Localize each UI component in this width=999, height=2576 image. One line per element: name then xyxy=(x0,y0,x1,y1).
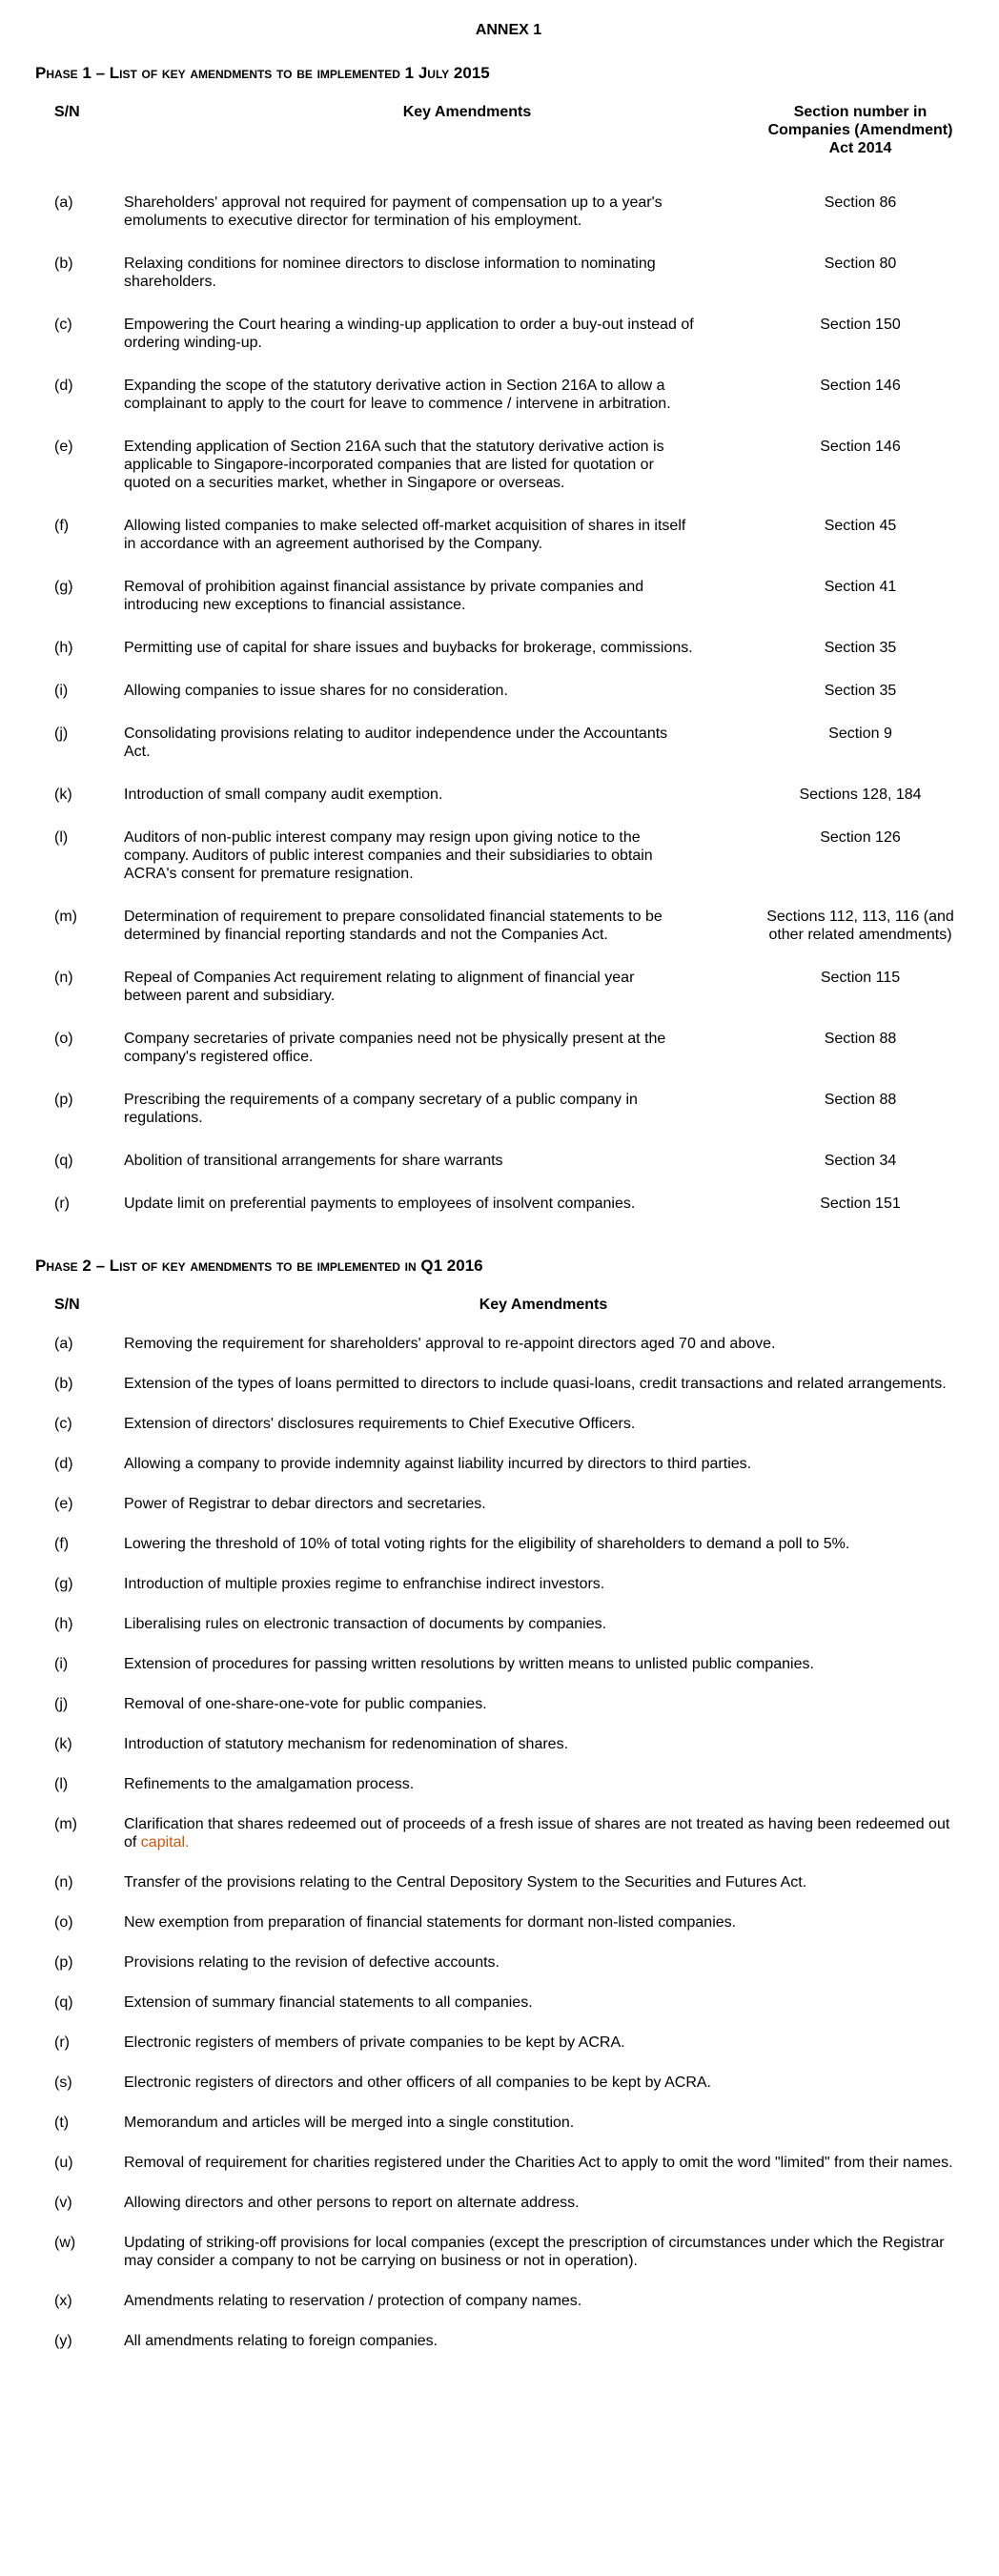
row-section: Sections 112, 113, 116 (and other related amendments) xyxy=(766,909,954,943)
table-row xyxy=(54,1375,963,1393)
row-text: Removing the requirement for shareholders' approval to re-appoint directors aged 70 and above. xyxy=(124,1336,776,1352)
row-text: Consolidating provisions relating to auditor independence under the Accountants Act. xyxy=(124,726,668,760)
phase2-section xyxy=(35,1257,963,2350)
row-text: Determination of requirement to prepare consolidated financial statements to be determined by financial reporting standards and not the Companies Act. xyxy=(124,909,663,943)
row-text: Introduction of small company audit exemption. xyxy=(124,787,443,803)
row-sn: (o) xyxy=(54,1914,73,1931)
table-row xyxy=(54,1455,963,1473)
row-text: Provisions relating to the revision of defective accounts. xyxy=(124,1954,500,1971)
table-row xyxy=(54,2292,963,2310)
table-row xyxy=(54,2154,963,2172)
row-section: Section 146 xyxy=(820,378,901,394)
row-text: Abolition of transitional arrangements for share warrants xyxy=(124,1153,503,1169)
row-section: Section 34 xyxy=(824,1153,897,1169)
table-row xyxy=(54,1195,963,1213)
highlighted-word: capital. xyxy=(140,1834,190,1850)
row-text: Memorandum and articles will be merged into a single constitution. xyxy=(124,2115,575,2131)
row-text: Extending application of Section 216A such that the statutory derivative action is applicable to Singapore-incorporated companies that are listed for quotation or quoted on a securities market, whether in Singapore or overseas. xyxy=(124,439,664,491)
table-row xyxy=(54,1695,963,1713)
row-sn: (i) xyxy=(54,683,69,699)
row-sn: (c) xyxy=(54,1416,72,1432)
row-text: Updating of striking-off provisions for local companies (except the prescription of circumstances under which the Registrar may consider a company to not be carrying on business or not in operation). xyxy=(124,2235,945,2269)
table-row xyxy=(54,517,963,553)
row-sn: (j) xyxy=(54,726,69,742)
row-text: Refinements to the amalgamation process. xyxy=(124,1776,415,1792)
row-section: Section 88 xyxy=(824,1092,897,1108)
table-row xyxy=(54,725,963,761)
phase1-column-header-section: Section number in Companies (Amendment) Act 2014 xyxy=(767,104,953,156)
phase2-rows xyxy=(54,1335,963,2350)
row-section: Sections 128, 184 xyxy=(799,787,922,803)
row-sn: (r) xyxy=(54,1196,70,1212)
table-row xyxy=(54,1953,963,1972)
row-sn: (f) xyxy=(54,1536,70,1552)
table-row xyxy=(54,1775,963,1793)
table-row xyxy=(54,2332,963,2350)
row-text: Liberalising rules on electronic transaction of documents by companies. xyxy=(124,1616,607,1632)
row-text: Update limit on preferential payments to employees of insolvent companies. xyxy=(124,1196,636,1212)
table-row xyxy=(54,1615,963,1633)
row-sn: (k) xyxy=(54,787,72,803)
row-text: Expanding the scope of the statutory derivative action in Section 216A to allow a complainant to apply to the court for leave to commence / intervene in arbitration. xyxy=(124,378,671,412)
page-title: ANNEX 1 xyxy=(475,22,542,38)
table-row xyxy=(54,578,963,614)
row-text: Clarification that shares redeemed out of proceeds of a fresh issue of shares are not treated as having been redeemed out of capital. xyxy=(124,1816,950,1850)
phase1-section xyxy=(35,64,963,1213)
row-section: Section 150 xyxy=(820,317,901,333)
row-sn: (l) xyxy=(54,829,69,846)
row-section: Section 115 xyxy=(820,970,901,986)
row-section: Section 86 xyxy=(824,194,897,211)
row-text: Allowing companies to issue shares for no consideration. xyxy=(124,683,508,699)
table-row xyxy=(54,316,963,352)
table-row xyxy=(54,1993,963,2012)
table-row xyxy=(54,438,963,492)
row-text: Allowing listed companies to make selected off-market acquisition of shares in itself in accordance with an agreement authorised by the Company. xyxy=(124,518,686,552)
row-sn: (v) xyxy=(54,2195,72,2211)
row-sn: (m) xyxy=(54,1816,77,1832)
table-row xyxy=(54,2074,963,2092)
row-text: Transfer of the provisions relating to the Central Depository System to the Securities and Futures Act. xyxy=(124,1874,807,1891)
row-section: Section 35 xyxy=(824,683,897,699)
row-sn: (c) xyxy=(54,317,72,333)
table-row xyxy=(54,1535,963,1553)
phase2-column-header-amendments: Key Amendments xyxy=(479,1297,608,1313)
row-sn: (n) xyxy=(54,1874,73,1891)
phase1-column-header-amendments: Key Amendments xyxy=(402,104,532,120)
row-section: Section 126 xyxy=(820,829,901,846)
row-section: Section 80 xyxy=(824,256,897,272)
phase1-rows xyxy=(54,194,963,1213)
row-text: Electronic registers of members of private companies to be kept by ACRA. xyxy=(124,2034,625,2051)
row-text: Electronic registers of directors and other officers of all companies to be kept by ACRA. xyxy=(124,2075,711,2091)
row-text: Repeal of Companies Act requirement relating to alignment of financial year between parent and subsidiary. xyxy=(124,970,635,1004)
row-text: Allowing directors and other persons to report on alternate address. xyxy=(124,2195,580,2211)
table-row xyxy=(54,255,963,291)
row-text: Power of Registrar to debar directors and secretaries. xyxy=(124,1496,486,1512)
row-text: Amendments relating to reservation / protection of company names. xyxy=(124,2293,582,2309)
row-text: Company secretaries of private companies need not be physically present at the company's registered office. xyxy=(124,1031,666,1065)
row-sn: (f) xyxy=(54,518,70,534)
row-sn: (d) xyxy=(54,378,73,394)
row-sn: (e) xyxy=(54,1496,73,1512)
row-text: Lowering the threshold of 10% of total voting rights for the eligibility of shareholders to demand a poll to 5%. xyxy=(124,1536,850,1552)
row-sn: (q) xyxy=(54,1153,73,1169)
table-row xyxy=(54,194,963,230)
row-sn: (k) xyxy=(54,1736,72,1752)
row-sn: (a) xyxy=(54,1336,73,1352)
phase2-column-header-sn: S/N xyxy=(54,1297,80,1313)
row-text: Introduction of multiple proxies regime to enfranchise indirect investors. xyxy=(124,1576,605,1592)
row-sn: (w) xyxy=(54,2235,76,2251)
phase1-header-row xyxy=(54,103,963,157)
table-row xyxy=(54,2194,963,2212)
row-sn: (e) xyxy=(54,439,73,455)
row-sn: (u) xyxy=(54,2155,73,2171)
row-text: Removal of one-share-one-vote for public companies. xyxy=(124,1696,487,1712)
row-sn: (h) xyxy=(54,1616,73,1632)
table-row xyxy=(54,969,963,1005)
row-text: Extension of procedures for passing written resolutions by written means to unlisted public companies. xyxy=(124,1656,814,1672)
row-text: New exemption from preparation of financial statements for dormant non-listed companies. xyxy=(124,1914,737,1931)
table-row xyxy=(54,1152,963,1170)
row-sn: (s) xyxy=(54,2075,72,2091)
table-row xyxy=(54,1495,963,1513)
row-section: Section 146 xyxy=(820,439,901,455)
table-row xyxy=(54,1655,963,1673)
row-sn: (j) xyxy=(54,1696,69,1712)
row-text: Empowering the Court hearing a winding-up application to order a buy-out instead of ordering winding-up. xyxy=(124,317,694,351)
row-text: Shareholders' approval not required for payment of compensation up to a year's emoluments to executive director for termination of his employment. xyxy=(124,194,663,229)
row-section: Section 41 xyxy=(824,579,897,595)
phase2-heading: Phase 2 – List of key amendments to be implemented in Q1 2016 xyxy=(35,1257,483,1275)
row-sn: (q) xyxy=(54,1994,73,2011)
row-text: Auditors of non-public interest company may resign upon giving notice to the company. Auditors of public interest companies and their subsidiaries to obtain ACRA's consent for premature resignation. xyxy=(124,829,653,882)
row-sn: (n) xyxy=(54,970,73,986)
row-sn: (b) xyxy=(54,256,73,272)
phase2-header-row xyxy=(54,1296,963,1314)
table-row xyxy=(54,1913,963,1932)
row-text: Removal of prohibition against financial assistance by private companies and introducing new exceptions to financial assistance. xyxy=(124,579,644,613)
table-row xyxy=(54,908,963,944)
row-section: Section 45 xyxy=(824,518,897,534)
row-text: Extension of the types of loans permitted to directors to include quasi-loans, credit transactions and related arrangements. xyxy=(124,1376,947,1392)
row-text: Removal of requirement for charities registered under the Charities Act to apply to omit the word "limited" from their names. xyxy=(124,2155,953,2171)
table-row xyxy=(54,2034,963,2052)
row-sn: (p) xyxy=(54,1954,73,1971)
row-text: Prescribing the requirements of a company secretary of a public company in regulations. xyxy=(124,1092,638,1126)
row-sn: (b) xyxy=(54,1376,73,1392)
table-row xyxy=(54,2234,963,2270)
row-sn: (g) xyxy=(54,579,73,595)
row-text: Permitting use of capital for share issues and buybacks for brokerage, commissions. xyxy=(124,640,693,656)
phase1-column-header-sn: S/N xyxy=(54,104,80,120)
table-row xyxy=(54,828,963,883)
table-row xyxy=(54,1815,963,1851)
row-section: Section 88 xyxy=(824,1031,897,1047)
row-sn: (m) xyxy=(54,909,77,925)
row-sn: (t) xyxy=(54,2115,70,2131)
table-row xyxy=(54,682,963,700)
row-text: Allowing a company to provide indemnity against liability incurred by directors to third parties. xyxy=(124,1456,752,1472)
row-sn: (i) xyxy=(54,1656,69,1672)
row-section: Section 9 xyxy=(828,726,892,742)
row-sn: (y) xyxy=(54,2333,72,2349)
table-row xyxy=(54,1575,963,1593)
table-row xyxy=(54,1335,963,1353)
row-sn: (d) xyxy=(54,1456,73,1472)
table-row xyxy=(54,1091,963,1127)
row-text: Relaxing conditions for nominee directors to disclose information to nominating shareholders. xyxy=(124,256,656,290)
table-row xyxy=(54,1873,963,1891)
row-text: Introduction of statutory mechanism for redenomination of shares. xyxy=(124,1736,569,1752)
table-row xyxy=(54,786,963,804)
row-sn: (h) xyxy=(54,640,73,656)
row-text: Extension of directors' disclosures requirements to Chief Executive Officers. xyxy=(124,1416,636,1432)
phase1-heading: Phase 1 – List of key amendments to be implemented 1 July 2015 xyxy=(35,64,490,82)
row-section: Section 35 xyxy=(824,640,897,656)
row-sn: (l) xyxy=(54,1776,69,1792)
table-row xyxy=(54,1735,963,1753)
table-row xyxy=(54,377,963,413)
row-section: Section 151 xyxy=(820,1196,901,1212)
table-row xyxy=(54,2114,963,2132)
table-row xyxy=(54,639,963,657)
table-row xyxy=(54,1415,963,1433)
row-sn: (p) xyxy=(54,1092,73,1108)
row-sn: (x) xyxy=(54,2293,72,2309)
row-sn: (a) xyxy=(54,194,73,211)
row-text: Extension of summary financial statements to all companies. xyxy=(124,1994,533,2011)
row-sn: (g) xyxy=(54,1576,73,1592)
row-sn: (o) xyxy=(54,1031,73,1047)
row-sn: (r) xyxy=(54,2034,70,2051)
row-text: All amendments relating to foreign companies. xyxy=(124,2333,438,2349)
table-row xyxy=(54,1030,963,1066)
